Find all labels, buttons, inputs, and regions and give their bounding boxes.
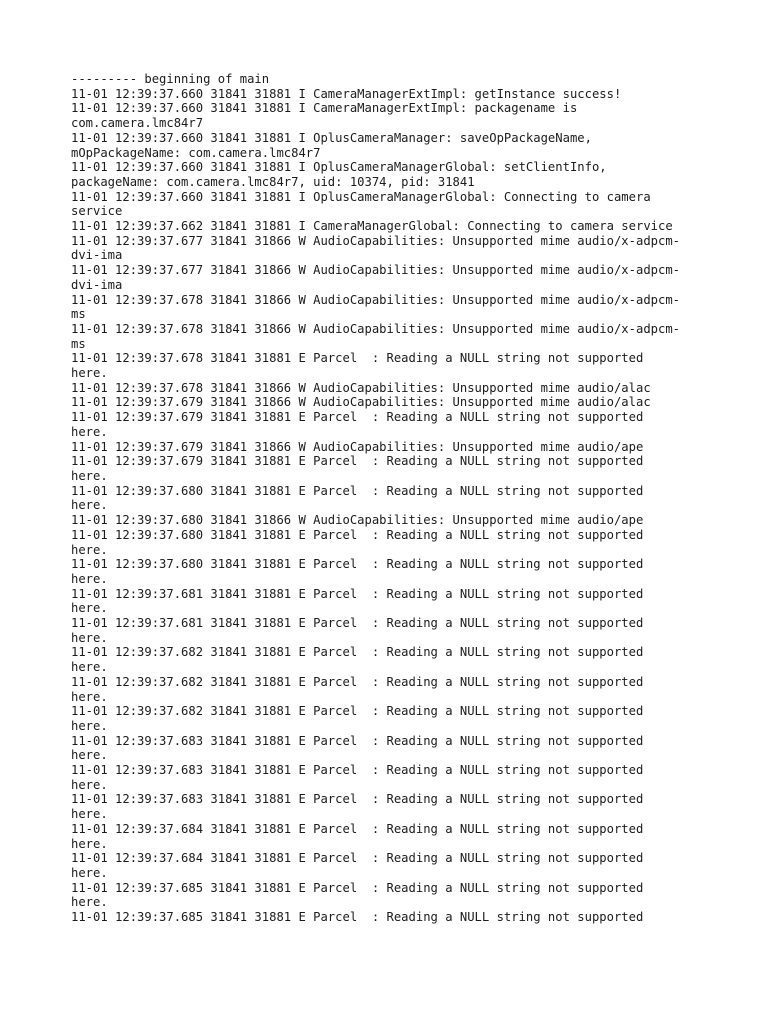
log-line: here. — [71, 468, 108, 483]
log-line: 11-01 12:39:37.679 31841 31866 W AudioCapabilities: Unsupported mime audio/ape — [71, 439, 644, 454]
log-line: 11-01 12:39:37.679 31841 31866 W AudioCapabilities: Unsupported mime audio/alac — [71, 395, 651, 410]
log-line: 11-01 12:39:37.681 31841 31881 E Parcel : Reading a NULL string not supported — [71, 616, 644, 631]
log-line: here. — [71, 836, 108, 851]
log-line: 11-01 12:39:37.660 31841 31881 I OplusCameraManagerGlobal: setClientInfo, — [71, 160, 607, 175]
log-line: 11-01 12:39:37.683 31841 31881 E Parcel : Reading a NULL string not supported — [71, 792, 644, 807]
log-line: 11-01 12:39:37.660 31841 31881 I OplusCameraManager: saveOpPackageName, — [71, 130, 592, 145]
log-line: here. — [71, 571, 108, 586]
log-line: packageName: com.camera.lmc84r7, uid: 10374, pid: 31841 — [71, 174, 475, 189]
log-line: 11-01 12:39:37.682 31841 31881 E Parcel : Reading a NULL string not supported — [71, 645, 644, 660]
log-line: 11-01 12:39:37.677 31841 31866 W AudioCapabilities: Unsupported mime audio/x-adpcm- — [71, 233, 681, 248]
log-line: dvi-ima — [71, 277, 123, 292]
log-line: dvi-ima — [71, 248, 123, 263]
log-line: 11-01 12:39:37.685 31841 31881 E Parcel : Reading a NULL string not supported — [71, 880, 644, 895]
log-line: 11-01 12:39:37.679 31841 31881 E Parcel : Reading a NULL string not supported — [71, 454, 644, 469]
log-line: 11-01 12:39:37.678 31841 31881 E Parcel : Reading a NULL string not supported — [71, 351, 644, 366]
log-line: service — [71, 204, 123, 219]
log-line: 11-01 12:39:37.660 31841 31881 I CameraManagerExtImpl: packagename is — [71, 101, 578, 116]
log-line: here. — [71, 865, 108, 880]
log-line: 11-01 12:39:37.682 31841 31881 E Parcel : Reading a NULL string not supported — [71, 704, 644, 719]
log-line: 11-01 12:39:37.685 31841 31881 E Parcel : Reading a NULL string not supported — [71, 910, 644, 925]
log-line: mOpPackageName: com.camera.lmc84r7 — [71, 145, 321, 160]
log-line: --------- beginning of main — [71, 72, 270, 86]
log-line: 11-01 12:39:37.683 31841 31881 E Parcel : Reading a NULL string not supported — [71, 763, 644, 778]
log-line: here. — [71, 748, 108, 763]
log-line: here. — [71, 660, 108, 675]
log-line: here. — [71, 498, 108, 513]
log-line: here. — [71, 542, 108, 557]
log-line: here. — [71, 718, 108, 733]
log-line: 11-01 12:39:37.678 31841 31866 W AudioCapabilities: Unsupported mime audio/x-adpcm- — [71, 292, 681, 307]
log-line: here. — [71, 895, 108, 910]
log-line: 11-01 12:39:37.680 31841 31881 E Parcel : Reading a NULL string not supported — [71, 527, 644, 542]
log-line: here. — [71, 601, 108, 616]
log-line: 11-01 12:39:37.681 31841 31881 E Parcel : Reading a NULL string not supported — [71, 586, 644, 601]
log-line: 11-01 12:39:37.678 31841 31866 W AudioCapabilities: Unsupported mime audio/x-adpcm- — [71, 321, 681, 336]
log-line: here. — [71, 807, 108, 822]
log-line: here. — [71, 630, 108, 645]
log-output — [71, 72, 711, 925]
log-line: 11-01 12:39:37.680 31841 31866 W AudioCapabilities: Unsupported mime audio/ape — [71, 513, 644, 528]
log-line: 11-01 12:39:37.680 31841 31881 E Parcel : Reading a NULL string not supported — [71, 483, 644, 498]
log-line: 11-01 12:39:37.682 31841 31881 E Parcel : Reading a NULL string not supported — [71, 674, 644, 689]
log-line: com.camera.lmc84r7 — [71, 116, 204, 131]
log-line: 11-01 12:39:37.683 31841 31881 E Parcel : Reading a NULL string not supported — [71, 733, 644, 748]
log-line: 11-01 12:39:37.679 31841 31881 E Parcel : Reading a NULL string not supported — [71, 410, 644, 425]
log-line: 11-01 12:39:37.684 31841 31881 E Parcel : Reading a NULL string not supported — [71, 821, 644, 836]
log-line: 11-01 12:39:37.662 31841 31881 I CameraManagerGlobal: Connecting to camera service — [71, 219, 673, 234]
log-line: 11-01 12:39:37.678 31841 31866 W AudioCapabilities: Unsupported mime audio/alac — [71, 380, 651, 395]
log-line: ms — [71, 307, 86, 322]
log-line: ms — [71, 336, 86, 351]
log-line: 11-01 12:39:37.684 31841 31881 E Parcel : Reading a NULL string not supported — [71, 851, 644, 866]
log-line: 11-01 12:39:37.680 31841 31881 E Parcel : Reading a NULL string not supported — [71, 557, 644, 572]
log-line: here. — [71, 424, 108, 439]
log-line: 11-01 12:39:37.660 31841 31881 I CameraManagerExtImpl: getInstance success! — [71, 86, 622, 101]
log-line: 11-01 12:39:37.660 31841 31881 I OplusCameraManagerGlobal: Connecting to camera — [71, 189, 651, 204]
log-line: here. — [71, 777, 108, 792]
log-line: 11-01 12:39:37.677 31841 31866 W AudioCapabilities: Unsupported mime audio/x-adpcm- — [71, 263, 681, 278]
log-line: here. — [71, 366, 108, 381]
log-line: here. — [71, 689, 108, 704]
